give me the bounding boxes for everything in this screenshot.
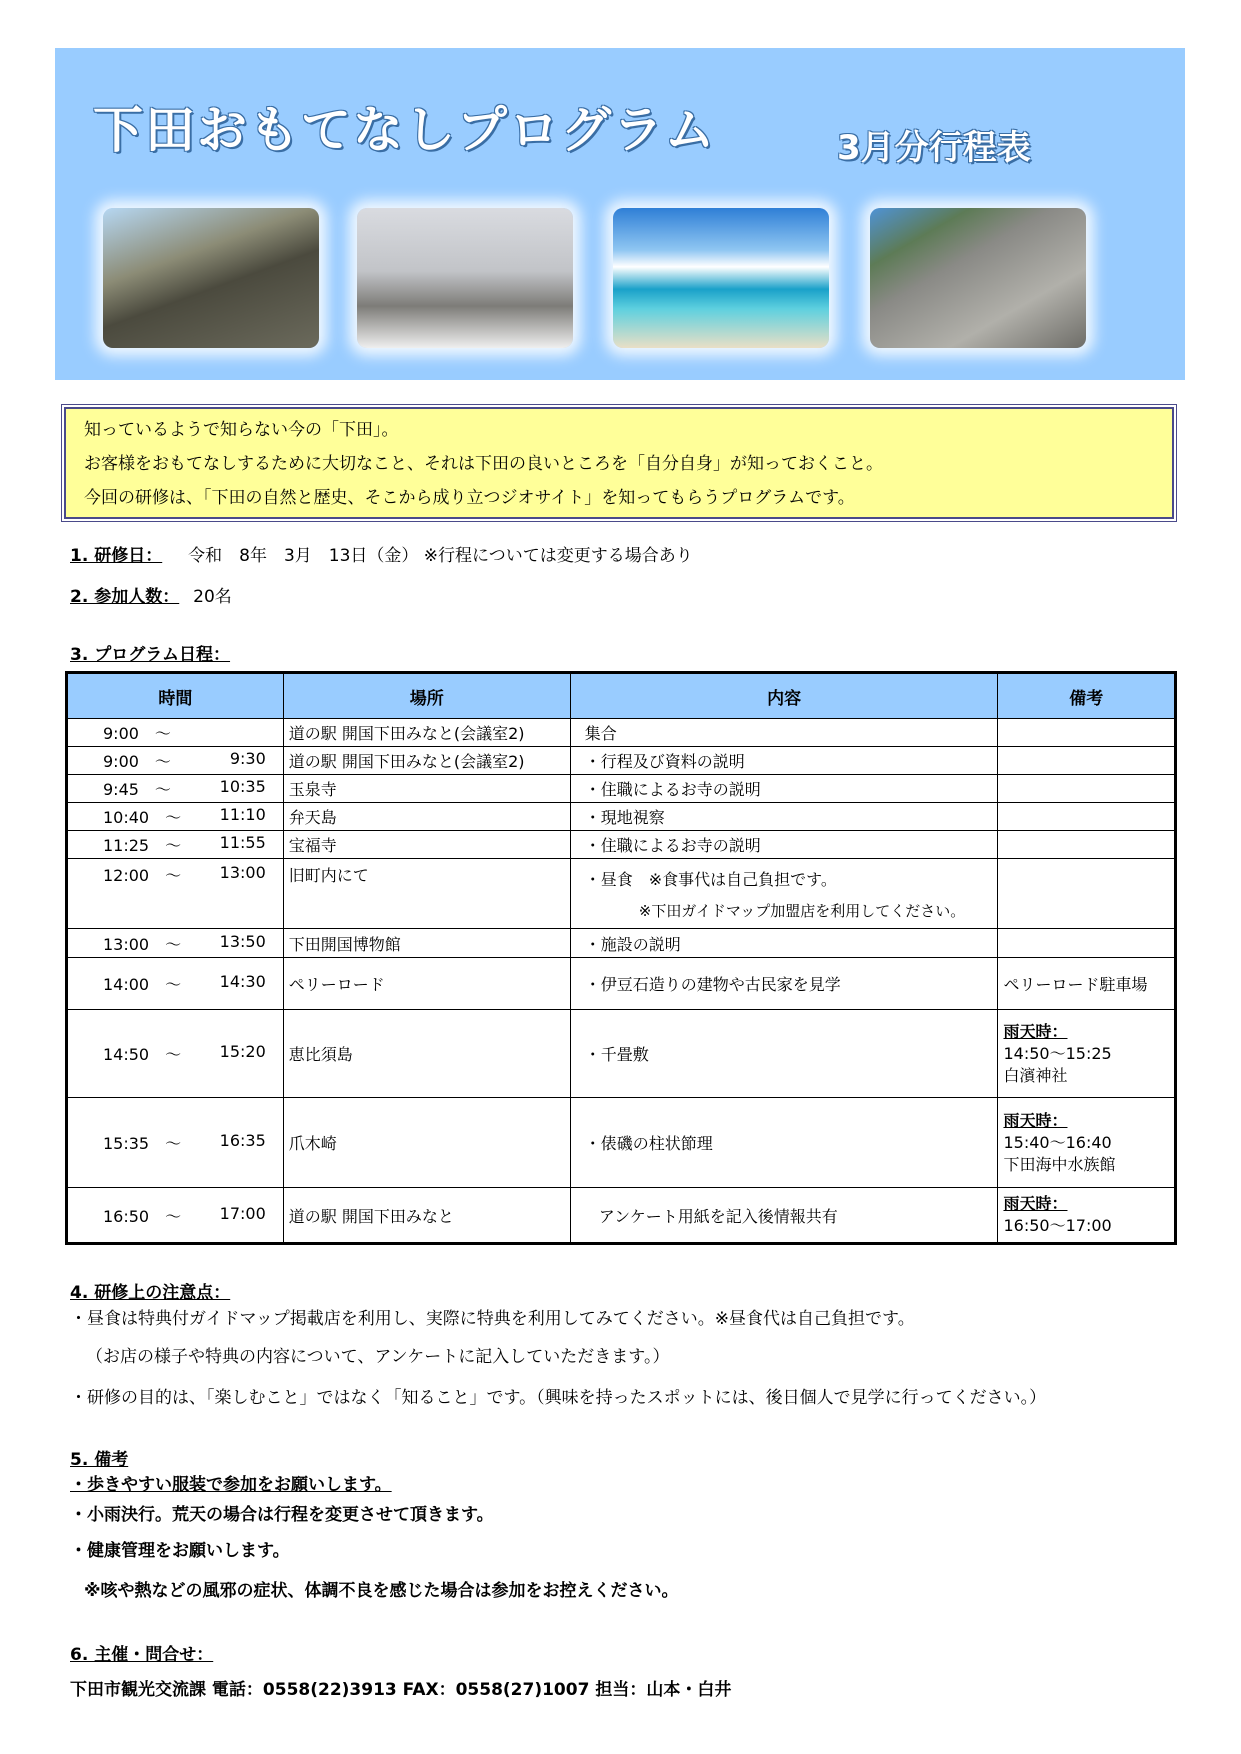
end-time: 14:30 (219, 972, 266, 991)
place-cell: 道の駅 開国下田みなと(会議室2) (283, 747, 570, 775)
start-time: 14:50 ～ (103, 1045, 182, 1064)
rain-label: 雨天時： (1003, 1021, 1068, 1041)
content-cell: ・伊豆石造りの建物や古民家を見学 (570, 958, 998, 1010)
schedule-label: 3. プログラム日程： (70, 645, 231, 665)
section-remarks (70, 1445, 128, 1470)
content-cell: ・住職によるお寺の説明 (570, 775, 998, 803)
table-row (67, 747, 1176, 775)
content-cell: ・千畳敷 (570, 1010, 998, 1098)
time-cell (67, 803, 284, 831)
header-place: 場所 (283, 673, 570, 719)
rain-time: 15:40～16:40 (1003, 1132, 1112, 1152)
contact-line: 下田市観光交流課 電話：0558(22)3913 FAX：0558(27)1007 担当：山本・白井 (70, 1680, 732, 1700)
intro-box (64, 407, 1174, 519)
notes-line-1: ・昼食は特典付ガイドマップ掲載店を利用し、実際に特典を利用してみてください。※昼食代は自己負担です。 (70, 1309, 915, 1329)
note-cell (998, 747, 1176, 775)
place-cell: 下田開国博物館 (283, 929, 570, 958)
start-time: 15:35 ～ (103, 1134, 182, 1153)
remarks-line-3: ・健康管理をお願いします。 (70, 1541, 290, 1561)
note-cell (998, 1010, 1176, 1098)
remarks-line-1: ・歩きやすい服装で参加をお願いします。 (70, 1475, 392, 1495)
start-time: 9:00 ～ (103, 724, 171, 743)
rock-cliff-photo (870, 208, 1086, 348)
training-date-label: 1. 研修日： (70, 546, 163, 566)
section-participants (70, 582, 232, 607)
lunch-content: ・昼食 ※食事代は自己負担です。 (584, 869, 837, 889)
table-row (67, 1188, 1176, 1244)
table-header-row (67, 673, 1176, 719)
table-row (67, 719, 1176, 747)
time-cell (67, 719, 284, 747)
beach-photo (613, 208, 829, 348)
content-cell (570, 859, 998, 929)
content-cell: ・施設の説明 (570, 929, 998, 958)
table-row (67, 958, 1176, 1010)
header-banner (55, 48, 1185, 380)
section-schedule (70, 640, 230, 665)
time-cell (67, 929, 284, 958)
content-cell: ・行程及び資料の説明 (570, 747, 998, 775)
section-notes (70, 1278, 230, 1303)
lecture-room-photo (357, 208, 573, 348)
header-content: 内容 (570, 673, 998, 719)
training-date-value: 令和 8年 3月 13日（金） ※行程については変更する場合あり (188, 546, 693, 566)
remarks-line-2: ・小雨決行。荒天の場合は行程を変更させて頂きます。 (70, 1505, 494, 1525)
note-cell (998, 1188, 1176, 1244)
table-row (67, 1010, 1176, 1098)
place-cell: 爪木崎 (283, 1098, 570, 1188)
rain-place: 下田海中水族館 (1003, 1154, 1116, 1174)
place-cell: 道の駅 開国下田みなと(会議室2) (283, 719, 570, 747)
rain-place: 白濱神社 (1003, 1065, 1068, 1085)
note-cell (998, 831, 1176, 859)
lunch-content-note: ※下田ガイドマップ加盟店を利用してください。 (638, 901, 966, 920)
notes-label: 4. 研修上の注意点： (70, 1283, 231, 1303)
end-time: 16:35 (219, 1131, 266, 1150)
start-time: 10:40 ～ (103, 808, 182, 827)
place-cell: 宝福寺 (283, 831, 570, 859)
start-time: 12:00 ～ (103, 866, 182, 885)
program-title: 下田おもてなしプログラム (93, 101, 717, 159)
table-row (67, 859, 1176, 929)
start-time: 11:25 ～ (103, 836, 182, 855)
remarks-line-4: ※咳や熱などの風邪の症状、体調不良を感じた場合は参加をお控えください。 (84, 1581, 679, 1601)
remarks-label: 5. 備考 (70, 1450, 129, 1470)
intro-line-3: 今回の研修は、「下田の自然と歴史、そこから成り立つジオサイト」を知ってもらうプログラムです。 (84, 488, 855, 508)
header-time: 時間 (67, 673, 284, 719)
schedule-table (65, 671, 1177, 1245)
place-cell: 玉泉寺 (283, 775, 570, 803)
time-cell (67, 775, 284, 803)
note-cell (998, 775, 1176, 803)
rain-time: 14:50～15:25 (1003, 1043, 1112, 1063)
place-cell: 旧町内にて (283, 859, 570, 929)
notes-line-3: ・研修の目的は、「楽しむこと」ではなく「知ること」です。（興味を持ったスポットには、後日個人で見学に行ってください。） (70, 1388, 1047, 1408)
contact-label: 6. 主催・問合せ： (70, 1645, 214, 1665)
content-cell: ・現地視察 (570, 803, 998, 831)
intro-line-2: お客様をおもてなしするために大切なこと、それは下田の良いところを「自分自身」が知っておくこと。 (84, 454, 883, 474)
content-cell: ・俵磯の柱状節理 (570, 1098, 998, 1188)
temple-tour-photo (103, 208, 319, 348)
rain-time: 16:50～17:00 (1003, 1216, 1112, 1235)
end-time: 10:35 (219, 777, 266, 796)
place-cell: 弁天島 (283, 803, 570, 831)
end-time: 11:10 (219, 805, 266, 824)
content-cell: アンケート用紙を記入後情報共有 (570, 1188, 998, 1244)
content-cell: ・住職によるお寺の説明 (570, 831, 998, 859)
start-time: 9:00 ～ (103, 752, 171, 771)
schedule-subtitle: 3月分行程表 (837, 128, 1031, 168)
time-cell (67, 859, 284, 929)
note-cell (998, 719, 1176, 747)
section-contact (70, 1640, 213, 1665)
table-row (67, 803, 1176, 831)
end-time: 13:50 (219, 931, 266, 951)
end-time: 17:00 (219, 1203, 266, 1223)
note-cell (998, 803, 1176, 831)
place-cell: 道の駅 開国下田みなと (283, 1188, 570, 1244)
time-cell (67, 1098, 284, 1188)
note-cell (998, 859, 1176, 929)
time-cell (67, 1188, 284, 1244)
table-row (67, 831, 1176, 859)
note-cell: ペリーロード駐車場 (998, 958, 1176, 1010)
end-time: 11:55 (219, 833, 266, 852)
header-note: 備考 (998, 673, 1176, 719)
section-training-date (70, 541, 693, 566)
start-time: 13:00 ～ (103, 934, 182, 954)
end-time: 9:30 (229, 749, 266, 768)
participants-value: 20名 (193, 587, 232, 607)
participants-label: 2. 参加人数： (70, 587, 180, 607)
table-row (67, 775, 1176, 803)
place-cell: ペリーロード (283, 958, 570, 1010)
content-cell: 集合 (570, 719, 998, 747)
intro-line-1: 知っているようで知らない今の「下田」。 (84, 420, 399, 440)
notes-line-2: （お店の様子や特典の内容について、アンケートに記入していただきます。） (86, 1347, 670, 1367)
time-cell (67, 831, 284, 859)
start-time: 14:00 ～ (103, 975, 182, 994)
table-row (67, 1098, 1176, 1188)
rain-label: 雨天時： (1003, 1194, 1068, 1213)
start-time: 16:50 ～ (103, 1206, 182, 1226)
note-cell (998, 929, 1176, 958)
rain-label: 雨天時： (1003, 1110, 1068, 1130)
note-cell (998, 1098, 1176, 1188)
start-time: 9:45 ～ (103, 780, 171, 799)
table-row (67, 929, 1176, 958)
time-cell (67, 747, 284, 775)
time-cell (67, 958, 284, 1010)
place-cell: 恵比須島 (283, 1010, 570, 1098)
end-time: 15:20 (219, 1042, 266, 1061)
time-cell (67, 1010, 284, 1098)
end-time: 13:00 (219, 863, 266, 882)
